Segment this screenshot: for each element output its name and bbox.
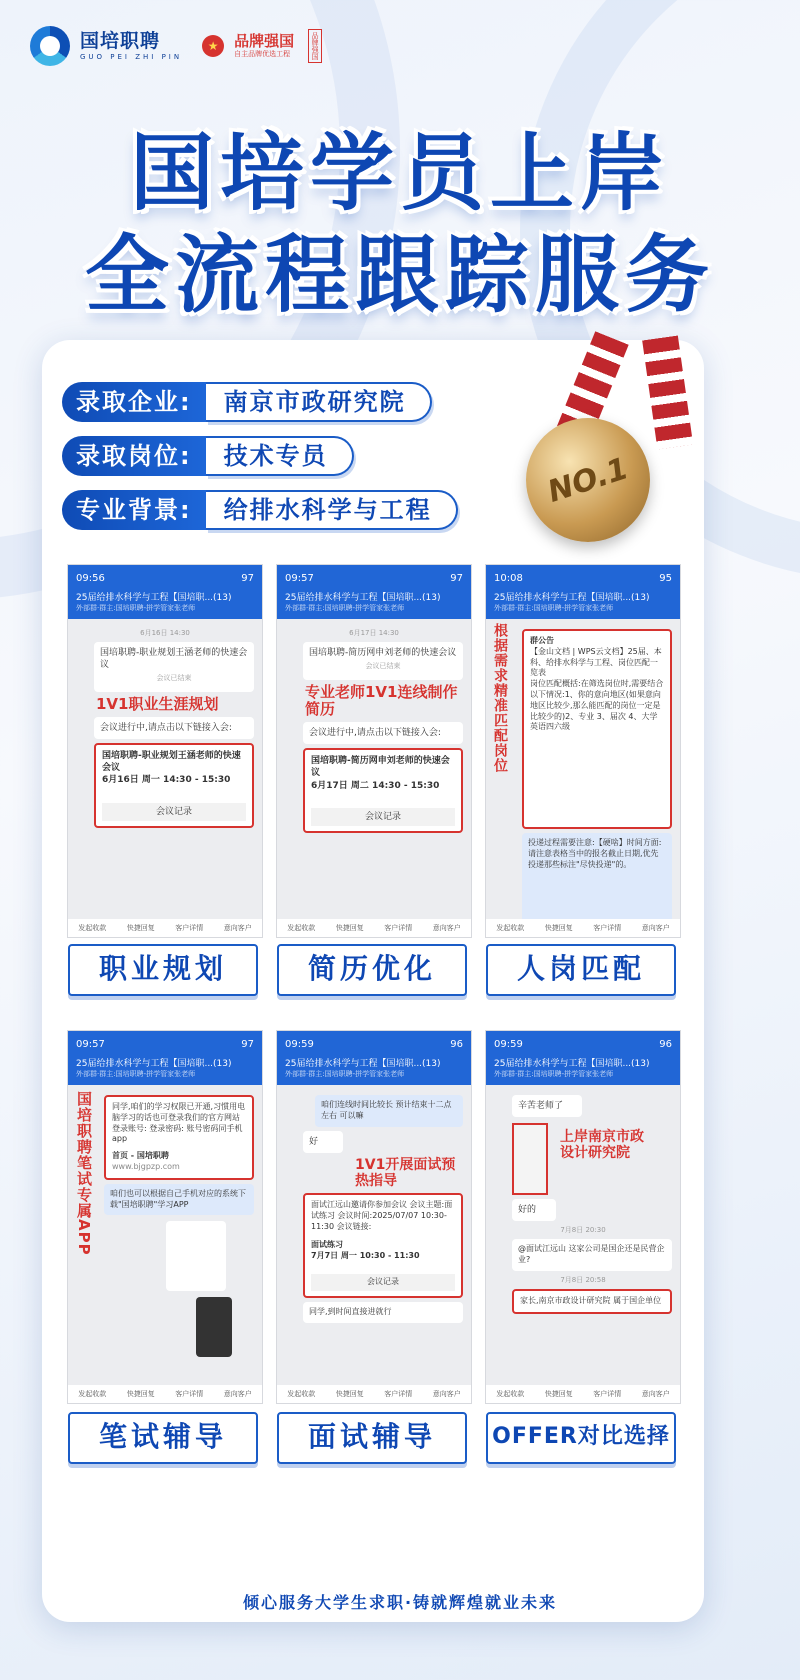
caption-resume: 简历优化 bbox=[277, 944, 467, 996]
toolbar-item[interactable]: 意向客户 bbox=[641, 1390, 670, 1398]
message-text: 同学,咱们的学习权限已开通,习惯用电脑学习的话也可登录我们的官方网站 登录账号: 登录密码: 账号密码同手机app bbox=[112, 1102, 246, 1144]
status-time: 09:57 bbox=[76, 1038, 105, 1050]
caption-matching: 人岗匹配 bbox=[486, 944, 676, 996]
chat-body bbox=[277, 619, 471, 919]
chat-header bbox=[486, 591, 680, 619]
page-title-line2: 全流程跟踪服务 bbox=[84, 226, 715, 324]
highlight-text: 1V1开展面试预热指导 bbox=[355, 1156, 456, 1189]
toolbar-item[interactable]: 意向客户 bbox=[641, 924, 670, 932]
bottom-toolbar bbox=[486, 1385, 680, 1403]
chat-subtitle: 外部群·群主:国培职聘-拼学管家张老师 bbox=[285, 1070, 405, 1079]
star-badge-icon: ★ bbox=[202, 35, 224, 57]
chat-header bbox=[277, 1057, 471, 1085]
chat-body bbox=[68, 1085, 262, 1385]
meeting-record-button[interactable]: 会议记录 bbox=[311, 808, 455, 826]
chat-title: 25届给排水科学与工程【国培职...(13) bbox=[285, 1059, 441, 1069]
brand-name: 国培职聘 bbox=[80, 29, 161, 52]
toolbar-item[interactable]: 客户详情 bbox=[384, 924, 413, 932]
chat-screenshot-interview bbox=[276, 1030, 472, 1404]
info-label: 录取岗位: bbox=[62, 436, 206, 476]
status-bar bbox=[277, 1031, 471, 1057]
chat-body bbox=[277, 1085, 471, 1385]
chat-screenshot-matching bbox=[485, 564, 681, 938]
chat-header bbox=[68, 591, 262, 619]
chat-body bbox=[68, 619, 262, 919]
slogan-main: 品牌强国 bbox=[234, 32, 295, 50]
meeting-title: 面试练习 bbox=[311, 1240, 343, 1250]
toolbar-item[interactable]: 快捷回复 bbox=[126, 1390, 155, 1398]
toolbar-item[interactable]: 发起收款 bbox=[78, 924, 107, 932]
caption-career: 职业规划 bbox=[68, 944, 258, 996]
message bbox=[303, 642, 463, 680]
meeting-record-button[interactable]: 会议记录 bbox=[311, 1274, 455, 1291]
battery-level: 96 bbox=[659, 1038, 672, 1050]
toolbar-item[interactable]: 快捷回复 bbox=[544, 1390, 573, 1398]
side-highlight-text: 国培职聘笔试专属APP bbox=[75, 1091, 93, 1256]
bottom-toolbar bbox=[68, 919, 262, 937]
bottom-toolbar bbox=[68, 1385, 262, 1403]
notice-text: 【金山文档 | WPS云文档】25届、本科、给排水科学与工程、岗位匹配一览表 bbox=[530, 646, 662, 678]
chat-title: 25届给排水科学与工程【国培职...(13) bbox=[76, 1059, 232, 1069]
battery-level: 97 bbox=[241, 1038, 254, 1050]
chat-header bbox=[486, 1057, 680, 1085]
timestamp: 6月17日 14:30 bbox=[349, 629, 399, 637]
chat-header bbox=[68, 1057, 262, 1085]
battery-level: 95 bbox=[659, 572, 672, 584]
meeting-time: 7月7日 周一 10:30 - 11:30 bbox=[311, 1251, 420, 1261]
message: 咱们连线时间比较长 预计结束十二点左右 可以嘛 bbox=[315, 1095, 463, 1127]
toolbar-item[interactable]: 发起收款 bbox=[287, 1390, 316, 1398]
toolbar-item[interactable]: 发起收款 bbox=[496, 1390, 525, 1398]
toolbar-item[interactable]: 快捷回复 bbox=[335, 924, 364, 932]
message: 好的 bbox=[512, 1199, 556, 1221]
message bbox=[94, 642, 254, 692]
info-row-company bbox=[62, 382, 432, 422]
message: 会议进行中,请点击以下链接入会: bbox=[94, 717, 254, 739]
medal-ribbon bbox=[642, 335, 693, 449]
medal-disc bbox=[526, 418, 650, 542]
chat-screenshot-resume bbox=[276, 564, 472, 938]
toolbar-item[interactable]: 快捷回复 bbox=[126, 924, 155, 932]
status-time: 09:59 bbox=[494, 1038, 523, 1050]
meeting-title: 国培职聘-简历网申刘老师的快速会议 bbox=[311, 756, 450, 779]
notice-title: 群公告 bbox=[530, 636, 554, 645]
bottom-toolbar bbox=[486, 919, 680, 937]
toolbar-item[interactable]: 快捷回复 bbox=[544, 924, 573, 932]
toolbar-item[interactable]: 客户详情 bbox=[593, 924, 622, 932]
notice-body: 岗位匹配概括:在筛选岗位时,需要结合以下情况:1、你的意向地区(如果意向地区比较少,那么能匹配的岗位一定是比较少的)2、专业 3、届次 4、大学英语四六级 bbox=[530, 679, 664, 732]
timestamp: 6月16日 14:30 bbox=[140, 629, 190, 637]
toolbar-item[interactable]: 发起收款 bbox=[287, 924, 316, 932]
status-time: 09:59 bbox=[285, 1038, 314, 1050]
highlight-text: 专业老师1V1连线制作简历 bbox=[305, 682, 458, 718]
toolbar-item[interactable]: 客户详情 bbox=[175, 924, 204, 932]
medal-text: NO.1 bbox=[543, 450, 633, 510]
chat-subtitle: 外部群·群主:国培职聘-拼学管家张老师 bbox=[76, 1070, 196, 1079]
chat-title: 25届给排水科学与工程【国培职...(13) bbox=[494, 1059, 650, 1069]
info-value: 南京市政研究院 bbox=[206, 382, 432, 422]
link-title[interactable]: 首页 - 国培职聘 bbox=[112, 1151, 169, 1161]
brand-logo-icon bbox=[30, 26, 70, 66]
info-row-position bbox=[62, 436, 354, 476]
info-label: 专业背景: bbox=[62, 490, 206, 530]
timestamp: 7月8日 20:58 bbox=[560, 1275, 606, 1284]
caption-offer: OFFER对比选择 bbox=[486, 1412, 676, 1464]
message-text: 面试江远山邀请你参加会议 会议主题:面试练习 会议时间:2025/07/07 10:30-11:30 会议链接: bbox=[311, 1199, 453, 1231]
app-screenshot-image bbox=[196, 1297, 232, 1357]
info-row-major bbox=[62, 490, 458, 530]
brand-name-en: GUO PEI ZHI PIN bbox=[80, 52, 183, 61]
slogan-sub: 自主品牌优选工程 bbox=[234, 50, 291, 58]
link-url[interactable]: www.bjgpzp.com bbox=[112, 1161, 180, 1171]
status-bar bbox=[277, 565, 471, 591]
slogan bbox=[234, 34, 294, 58]
caption-written-test: 笔试辅导 bbox=[68, 1412, 258, 1464]
message-status: 会议已结束 bbox=[156, 674, 192, 683]
footer-slogan: 倾心服务大学生求职·铸就辉煌就业未来 bbox=[242, 1593, 558, 1612]
chat-subtitle: 外部群·群主:国培职聘-拼学管家张老师 bbox=[494, 1070, 614, 1079]
status-time: 09:56 bbox=[76, 572, 105, 584]
message-highlighted bbox=[94, 743, 254, 828]
toolbar-item[interactable]: 意向客户 bbox=[223, 924, 252, 932]
message: 同学,到时间直接进就行 bbox=[303, 1302, 463, 1323]
group-notice bbox=[522, 629, 672, 829]
meeting-title: 国培职聘-职业规划王涵老师的快速会议 bbox=[102, 751, 241, 774]
brand bbox=[80, 29, 183, 61]
message: 会议进行中,请点击以下链接入会: bbox=[303, 722, 463, 744]
bottom-toolbar bbox=[277, 919, 471, 937]
chat-screenshot-offer bbox=[485, 1030, 681, 1404]
toolbar-item[interactable]: 客户详情 bbox=[384, 1390, 413, 1398]
meeting-record-button[interactable]: 会议记录 bbox=[102, 803, 246, 821]
chat-body bbox=[486, 619, 680, 919]
medal-icon bbox=[520, 338, 700, 548]
message: 好 bbox=[303, 1131, 343, 1153]
status-time: 10:08 bbox=[494, 572, 523, 584]
toolbar-item[interactable]: 客户详情 bbox=[593, 1390, 622, 1398]
page-title-line1: 国培学员上岸 bbox=[129, 124, 670, 222]
chat-subtitle: 外部群·群主:国培职聘-拼学管家张老师 bbox=[285, 604, 405, 613]
highlight-text: 上岸南京市政设计研究院 bbox=[560, 1129, 644, 1162]
slogan-tag: 品牌强国 bbox=[308, 29, 322, 63]
info-value: 给排水科学与工程 bbox=[206, 490, 458, 530]
message-highlighted bbox=[303, 1193, 463, 1298]
message: 投递过程需要注意:【硬啥】时间方面:请注意表格当中的报名截止日期,优先投递那些标注"尽快投递"的。 bbox=[522, 833, 672, 929]
bottom-toolbar bbox=[277, 1385, 471, 1403]
chat-title: 25届给排水科学与工程【国培职...(13) bbox=[285, 593, 441, 603]
screenshot-thumbnail-image bbox=[512, 1123, 548, 1195]
battery-level: 97 bbox=[241, 572, 254, 584]
message: 咱们也可以根据自己手机对应的系统下载"国培职聘"学习APP bbox=[104, 1184, 254, 1216]
message-status: 会议已结束 bbox=[365, 662, 401, 671]
chat-screenshot-career bbox=[67, 564, 263, 938]
message: @面试江远山 这家公司是国企还是民营企业? bbox=[512, 1239, 672, 1271]
timestamp: 7月8日 20:30 bbox=[560, 1226, 606, 1235]
chat-screenshot-written-test bbox=[67, 1030, 263, 1404]
info-label: 录取企业: bbox=[62, 382, 206, 422]
status-bar bbox=[486, 1031, 680, 1057]
message-highlighted: 家长,南京市政设计研究院 属于国企单位 bbox=[512, 1289, 672, 1314]
chat-subtitle: 外部群·群主:国培职聘-拼学管家张老师 bbox=[494, 604, 614, 613]
toolbar-item[interactable]: 客户详情 bbox=[175, 1390, 204, 1398]
caption-interview: 面试辅导 bbox=[277, 1412, 467, 1464]
toolbar-item[interactable]: 快捷回复 bbox=[335, 1390, 364, 1398]
message-highlighted bbox=[303, 748, 463, 833]
chat-body bbox=[486, 1085, 680, 1385]
message-highlighted bbox=[104, 1095, 254, 1180]
header bbox=[30, 24, 322, 68]
meeting-time: 6月17日 周二 14:30 - 15:30 bbox=[311, 780, 440, 791]
toolbar-item[interactable]: 意向客户 bbox=[223, 1390, 252, 1398]
toolbar-item[interactable]: 发起收款 bbox=[78, 1390, 107, 1398]
info-value: 技术专员 bbox=[206, 436, 354, 476]
qr-code-image bbox=[166, 1221, 226, 1291]
chat-title: 25届给排水科学与工程【国培职...(13) bbox=[494, 593, 650, 603]
toolbar-item[interactable]: 发起收款 bbox=[496, 924, 525, 932]
status-bar bbox=[68, 1031, 262, 1057]
message-text: 国培职聘-职业规划王涵老师的快速会议 bbox=[100, 648, 248, 671]
side-highlight-text: 根据需求精准匹配岗位 bbox=[492, 623, 508, 773]
message-text: 国培职聘-简历网申刘老师的快速会议 bbox=[309, 648, 457, 658]
toolbar-item[interactable]: 意向客户 bbox=[432, 1390, 461, 1398]
chat-subtitle: 外部群·群主:国培职聘-拼学管家张老师 bbox=[76, 604, 196, 613]
battery-level: 96 bbox=[450, 1038, 463, 1050]
status-time: 09:57 bbox=[285, 572, 314, 584]
status-bar bbox=[486, 565, 680, 591]
meeting-time: 6月16日 周一 14:30 - 15:30 bbox=[102, 775, 231, 786]
toolbar-item[interactable]: 意向客户 bbox=[432, 924, 461, 932]
chat-title: 25届给排水科学与工程【国培职...(13) bbox=[76, 593, 232, 603]
chat-header bbox=[277, 591, 471, 619]
battery-level: 97 bbox=[450, 572, 463, 584]
highlight-text: 1V1职业生涯规划 bbox=[96, 694, 219, 713]
message: 辛苦老师了 bbox=[512, 1095, 582, 1117]
status-bar bbox=[68, 565, 262, 591]
